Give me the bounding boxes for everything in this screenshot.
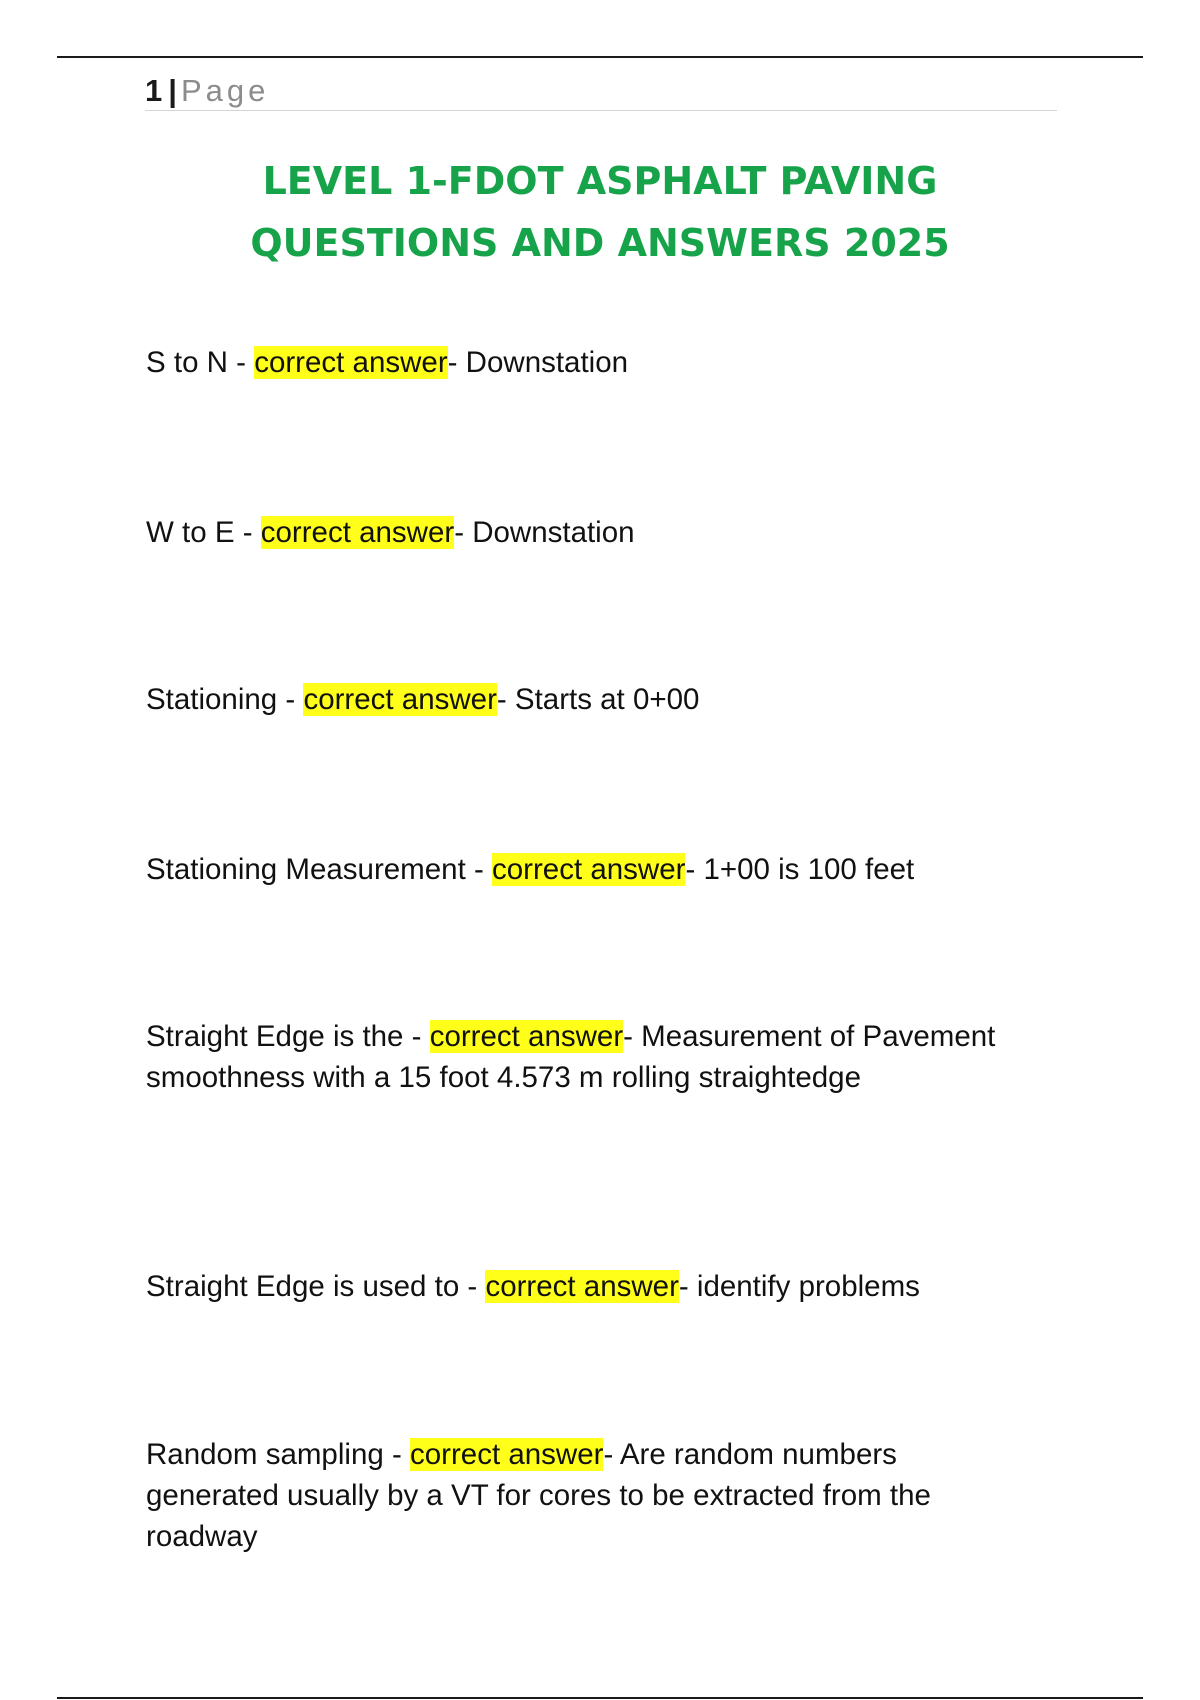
answer-text: - 1+00 is 100 feet bbox=[685, 853, 915, 886]
qa-item bbox=[146, 342, 1036, 383]
qa-item bbox=[146, 1016, 1036, 1098]
page-label: Page bbox=[180, 73, 270, 108]
top-divider bbox=[57, 56, 1143, 58]
question-text: Stationing Measurement - bbox=[146, 853, 492, 886]
qa-item bbox=[146, 1266, 1036, 1307]
question-text: Straight Edge is the - bbox=[146, 1020, 430, 1053]
correct-answer-highlight: correct answer bbox=[260, 516, 455, 549]
question-text: W to E - bbox=[146, 516, 261, 549]
answer-text: - Measurement of Pavement smoothness with a 15 foot 4.573 m rolling straightedge bbox=[146, 1020, 996, 1094]
correct-answer-highlight: correct answer bbox=[491, 853, 686, 886]
answer-text: - Are random numbers generated usually by a VT for cores to be extracted from the roadway bbox=[146, 1438, 931, 1553]
bottom-divider bbox=[57, 1697, 1143, 1699]
qa-item bbox=[146, 512, 1036, 553]
question-text: S to N - bbox=[146, 346, 255, 379]
title-line-1: LEVEL 1-FDOT ASPHALT PAVING bbox=[262, 159, 938, 203]
answer-text: - Downstation bbox=[454, 516, 635, 549]
title-line-2: QUESTIONS AND ANSWERS 2025 bbox=[250, 221, 950, 265]
correct-answer-highlight: correct answer bbox=[254, 346, 448, 379]
qa-item bbox=[146, 1434, 1036, 1557]
correct-answer-highlight: correct answer bbox=[485, 1270, 679, 1303]
page-separator: | bbox=[168, 73, 177, 108]
answer-text: - Starts at 0+00 bbox=[496, 683, 700, 716]
question-text: Random sampling - bbox=[146, 1438, 410, 1471]
answer-text: - Downstation bbox=[447, 346, 629, 379]
qa-item bbox=[146, 849, 1036, 890]
question-text: Stationing - bbox=[146, 683, 304, 716]
answer-text: - identify problems bbox=[678, 1270, 920, 1303]
correct-answer-highlight: correct answer bbox=[409, 1438, 604, 1471]
correct-answer-highlight: correct answer bbox=[303, 683, 497, 716]
question-text: Straight Edge is used to - bbox=[146, 1270, 486, 1303]
page-header bbox=[145, 72, 1057, 111]
correct-answer-highlight: correct answer bbox=[429, 1020, 624, 1053]
qa-item bbox=[146, 679, 1036, 720]
document-title bbox=[120, 150, 1080, 274]
page-number: 1 bbox=[145, 73, 163, 108]
